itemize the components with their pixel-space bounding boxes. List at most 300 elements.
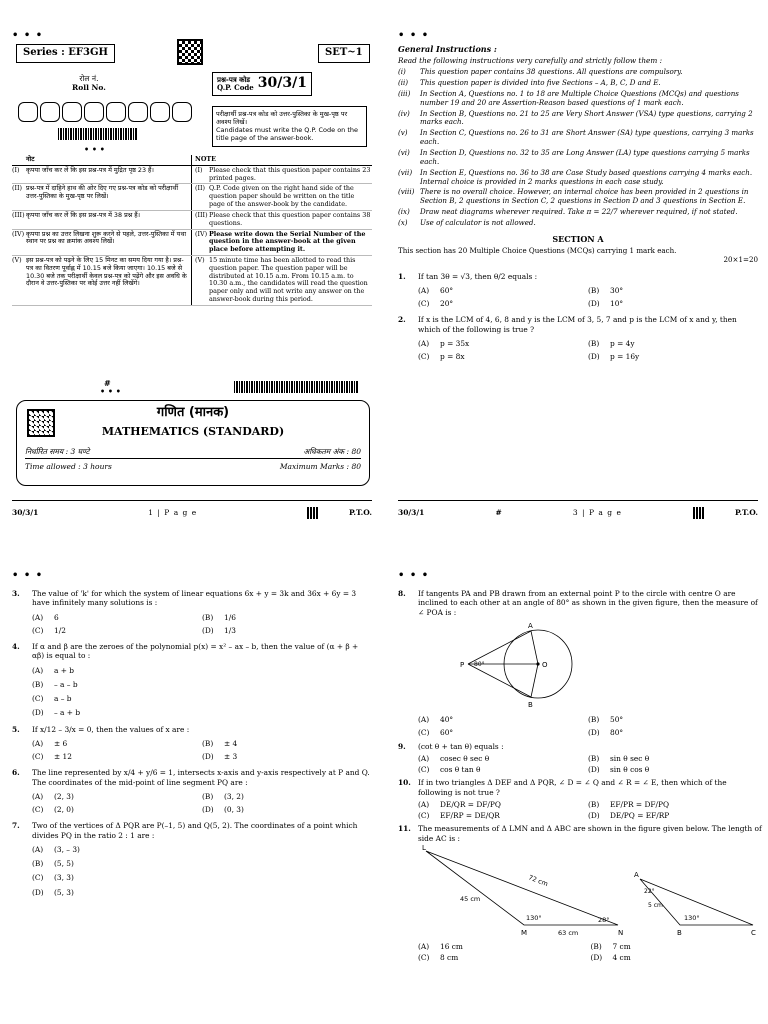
note-text-hindi: कृपया जाँच कर लें कि इस प्रश्न-पत्र में मुद्रित पृष्ठ 23 हैं। (26, 165, 154, 174)
option-letter: (A) (418, 338, 430, 348)
note-number-hindi: (II) (12, 184, 23, 193)
option-text: ± 3 (224, 752, 238, 761)
option-text: p = 16y (610, 352, 640, 362)
note-text-english: Please write down the Serial Number of the question in the answer-book at the given place before attempting it. (209, 229, 366, 254)
option-letter: (D) (588, 811, 600, 820)
label-angle: 80° (474, 660, 485, 668)
option-item[interactable] (32, 694, 372, 703)
section-intro (398, 247, 758, 265)
instruction-number: (iv) (398, 108, 410, 118)
section-intro-text: This section has 20 Multiple Choice Questions (MCQs) carrying 1 mark each. (398, 245, 677, 255)
option-text: – a + b (54, 708, 81, 718)
option-letter: (B) (588, 715, 600, 724)
note-row (12, 256, 372, 306)
instruction-item (398, 169, 758, 187)
note-heading-english: NOTE (195, 155, 217, 163)
qp-code-box (212, 72, 312, 96)
roll-box[interactable] (172, 102, 192, 122)
note-text-hindi: कृपया जाँच कर लें कि इस प्रश्न-पत्र में 38 प्रश्न हैं। (26, 210, 141, 219)
question-number: 3. (12, 589, 20, 598)
question-8 (398, 589, 758, 738)
option-text: (3, 3) (54, 873, 74, 883)
page-dots: • • • (398, 30, 430, 41)
option-item[interactable] (202, 752, 372, 761)
option-item[interactable] (418, 953, 591, 962)
label-angle-m: 130° (526, 913, 542, 922)
instruction-item (398, 90, 758, 108)
instruction-text: In Section D, Questions no. 32 to 35 are Long Answer (LA) type questions carrying 5 marks each. (420, 147, 750, 166)
label-p: P (460, 660, 465, 669)
page-footer (12, 500, 372, 519)
option-letter: (C) (32, 873, 44, 883)
question-text: If α and β are the zeroes of the polynomial p(x) = x² – ax – b, then the value of (α + β + αβ) is equal to : (32, 642, 359, 661)
note-number-hindi: (V) (12, 255, 22, 264)
instructions-intro: Read the following instructions very carefully and strictly follow them : (398, 56, 663, 65)
instruction-number: (vi) (398, 147, 410, 157)
instruction-item (398, 219, 758, 228)
option-item[interactable] (32, 739, 202, 748)
option-text: 4 cm (612, 953, 631, 963)
section-title: SECTION A (552, 233, 604, 244)
instruction-text: In Section A, Questions no. 1 to 18 are Multiple Choice Questions (MCQs) and questions number 19 and 20 are Assertion-Reason based questions of 1 mark each. (420, 88, 739, 107)
option-text: 16 cm (440, 942, 463, 951)
option-item[interactable] (32, 666, 372, 675)
note-text-hindi: इस प्रश्न-पत्र को पढ़ने के लिए 15 मिनट का समय दिया गया है। प्रश्न-पत्र का वितरण पूर्वाह्न में 10.15 बजे किया जाएगा। 10.15 बजे से 10.30 बजे तक परीक्षार्थी केवल प्रश्न-पत्र को पढ़ेंगे और इस अवधि के दौरान वे उत्तर-पुस्तिका पर कोई उत्तर नहीं लिखेंगे। (26, 255, 187, 288)
option-letter: (A) (418, 715, 430, 724)
question-3 (12, 589, 372, 635)
option-letter: (B) (588, 799, 600, 809)
option-letter: (D) (202, 625, 214, 635)
option-letter: (C) (418, 811, 430, 820)
option-text: cos θ tan θ (440, 765, 481, 774)
option-text: a + b (54, 665, 75, 675)
question-number: 11. (398, 824, 411, 834)
option-item[interactable] (32, 752, 202, 761)
label-m: M (521, 928, 528, 937)
note-row (12, 211, 372, 230)
radius-ob (531, 664, 538, 697)
option-text: p = 4y (610, 338, 635, 348)
option-letter: (D) (202, 805, 214, 814)
note-row (12, 184, 372, 210)
option-text: (5, 3) (54, 887, 74, 897)
option-letter: (B) (588, 753, 600, 763)
instruction-text: Draw neat diagrams wherever required. Take π = 22/7 wherever required, if not stated. (420, 207, 738, 217)
option-item[interactable] (418, 765, 588, 774)
label-ab: 5 cm (648, 901, 663, 909)
qp-code-label-hindi: प्रश्न-पत्र कोड (217, 74, 251, 84)
time-english: Time allowed : 3 hours (25, 462, 112, 472)
option-letter: (B) (588, 338, 600, 348)
section-marks: 20×1=20 (723, 254, 758, 264)
label-lm: 45 cm (460, 894, 481, 903)
question-9 (398, 742, 758, 775)
footer-pto: P.T.O. (735, 508, 758, 518)
page-footer (398, 500, 758, 519)
option-item[interactable] (418, 352, 588, 361)
note-row (12, 230, 372, 256)
triangle-lmn (426, 851, 618, 925)
question-number: 1. (398, 271, 406, 281)
question-number: 5. (12, 724, 20, 734)
option-letter: (D) (202, 752, 214, 761)
option-letter: (A) (418, 753, 430, 763)
instruction-item (398, 79, 758, 88)
subject-box (16, 400, 370, 486)
roll-label (72, 74, 106, 93)
option-letter: (B) (32, 679, 44, 689)
option-letter: (D) (590, 953, 603, 963)
option-item[interactable] (32, 805, 202, 814)
option-item[interactable] (32, 888, 372, 897)
label-a: A (528, 621, 533, 630)
page-1 (12, 30, 372, 518)
instruction-number: (iii) (398, 88, 411, 98)
option-text: 60° (440, 728, 454, 738)
option-letter: (C) (418, 352, 430, 362)
option-text: EF/RP = DE/QR (440, 811, 500, 820)
options-list (32, 739, 372, 762)
option-letter: (C) (418, 299, 430, 309)
option-item[interactable] (202, 613, 372, 622)
option-item[interactable] (32, 708, 372, 717)
option-item[interactable] (588, 299, 758, 308)
footer-code: 30/3/1 (12, 508, 39, 518)
option-text: (0, 3) (224, 805, 244, 814)
instruction-item (398, 68, 758, 77)
options-list (32, 845, 372, 897)
instruction-text: In Section E, Questions no. 36 to 38 are Case Study based questions carrying 4 marks each. Internal choice is provided in 2 marks questions in each case study. (420, 167, 753, 186)
option-text: sin θ sec θ (610, 753, 650, 763)
roll-box[interactable] (150, 102, 170, 122)
barcode-icon (58, 128, 138, 140)
option-letter: (A) (32, 738, 44, 748)
hash-mark: # (104, 378, 111, 388)
qp-code-label-english: Q.P. Code (217, 82, 254, 92)
option-item[interactable] (591, 953, 764, 962)
option-item[interactable] (591, 942, 764, 951)
question-number: 8. (398, 589, 406, 598)
question-text: If tan 3θ = √3, then θ/2 equals : (418, 271, 538, 281)
option-letter: (C) (418, 953, 430, 963)
question-number: 7. (12, 821, 20, 831)
note-number-hindi: (I) (12, 165, 20, 174)
note-number-english: (III) (195, 210, 208, 219)
label-l: L (422, 844, 426, 852)
option-item[interactable] (588, 754, 758, 763)
option-letter: (A) (32, 844, 44, 854)
option-text: 10° (610, 299, 624, 309)
qr-mini-icon (693, 507, 705, 519)
options-list (418, 339, 758, 362)
question-number: 10. (398, 778, 411, 788)
options-list (418, 800, 758, 821)
option-text: EF/PR = DF/PQ (610, 799, 670, 809)
instruction-text: In Section B, Questions no. 21 to 25 are Very Short Answer (VSA) type questions, carrying 2 marks each. (420, 108, 753, 127)
instruction-number: (x) (398, 218, 408, 227)
option-letter: (B) (202, 791, 214, 801)
instruction-item (398, 149, 758, 167)
question-number: 9. (398, 741, 406, 751)
question-6 (12, 768, 372, 814)
option-text: a – b (54, 694, 72, 703)
instruction-text: This question paper contains 38 questions. All questions are compulsory. (420, 67, 683, 77)
note-text-hindi: प्रश्न-पत्र में दाहिने हाथ की ओर दिए गए प्रश्न-पत्र कोड को परीक्षार्थी उत्तर-पुस्तिका के मुख-पृष्ठ पर लिखें। (26, 184, 179, 201)
instruction-number: (viii) (398, 187, 415, 197)
option-item[interactable] (32, 845, 372, 854)
option-letter: (C) (32, 694, 44, 703)
option-item[interactable] (418, 286, 588, 295)
note-text-hindi: कृपया प्रश्न का उत्तर लिखना शुरू करने से पहले, उत्तर-पुस्तिका में यथा स्थान पर प्रश्न का क्रमांक अवश्य लिखें। (26, 229, 187, 246)
option-letter: (C) (32, 625, 44, 635)
instruction-text: In Section C, Questions no. 26 to 31 are Short Answer (SA) type questions, carrying 3 marks each. (420, 128, 754, 147)
label-c: C (751, 928, 756, 937)
candidate-note-english: Candidates must write the Q.P. Code on the title page of the answer-book. (216, 126, 359, 143)
page-3 (398, 30, 758, 518)
option-text: (2, 0) (54, 805, 74, 814)
label-b: B (677, 928, 682, 937)
note-text-english: 15 minute time has been allotted to read this question paper. The question paper will be distributed at 10.15 a.m. From 10.15 a.m. to 10.30 a.m., the candidates will read the question paper only and will not write any answer on the answer-book during this period. (209, 255, 368, 303)
roll-box[interactable] (84, 102, 104, 122)
radius-oa (531, 631, 538, 664)
qr-code-icon (177, 39, 203, 65)
note-number-english: (IV) (195, 229, 208, 238)
footer-pto: P.T.O. (349, 508, 372, 518)
question-text: Two of the vertices of Δ PQR are P(–1, 5) and Q(5, 2). The coordinates of a point which divides PQ in the ratio 2 : 1 are : (32, 821, 358, 840)
instruction-number: (vii) (398, 167, 413, 177)
question-4 (12, 642, 372, 718)
dots-mark: • • • (100, 386, 121, 396)
option-text: (2, 3) (54, 791, 74, 801)
option-item[interactable] (32, 680, 372, 689)
option-item[interactable] (32, 792, 202, 801)
option-item[interactable] (588, 715, 758, 724)
barcode-icon (234, 381, 358, 393)
option-text: 1/2 (54, 625, 66, 635)
option-text: 1/6 (224, 612, 236, 622)
options-list (32, 613, 372, 636)
option-text: sin θ cos θ (610, 765, 650, 774)
option-text: (3, 2) (224, 791, 244, 801)
option-letter: (B) (32, 859, 44, 868)
label-angle-n: 28° (598, 915, 610, 924)
label-b: B (528, 700, 533, 708)
notes-table (12, 155, 372, 306)
option-text: 6 (54, 612, 59, 622)
label-mn: 63 cm (558, 928, 579, 937)
qp-code-value: 30/3/1 (257, 75, 307, 91)
page-4 (398, 570, 762, 1024)
option-item[interactable] (418, 299, 588, 308)
option-text: 80° (610, 728, 624, 738)
question-2 (398, 315, 758, 361)
question-number: 2. (398, 315, 406, 325)
option-letter: (C) (418, 765, 430, 774)
subject-english: MATHEMATICS (STANDARD) (101, 425, 285, 439)
tangent-pb (468, 664, 531, 697)
option-text: 20° (440, 299, 454, 309)
option-letter: (A) (418, 942, 430, 951)
marks-hindi: अधिकतम अंक : 80 (303, 447, 361, 456)
question-7 (12, 821, 372, 897)
question-number: 4. (12, 642, 20, 651)
label-n: N (618, 928, 624, 937)
option-text: p = 8x (440, 352, 465, 362)
option-text: 7 cm (612, 942, 631, 951)
option-text: 30° (610, 285, 624, 295)
option-item[interactable] (588, 286, 758, 295)
option-item[interactable] (418, 715, 588, 724)
option-item[interactable] (418, 811, 588, 820)
option-text: ± 4 (224, 738, 238, 748)
instructions-list (398, 68, 758, 228)
option-item[interactable] (588, 800, 758, 809)
option-item[interactable] (32, 626, 202, 635)
question-text: (cot θ + tan θ) equals : (418, 741, 504, 751)
roll-box[interactable] (106, 102, 126, 122)
question-text: If x is the LCM of 4, 6, 8 and y is the LCM of 3, 5, 7 and p is the LCM of x and y, then which of the following is true ? (418, 315, 737, 334)
option-letter: (D) (588, 352, 600, 362)
options-list (418, 754, 758, 775)
option-item[interactable] (588, 728, 758, 737)
tangent-pa (468, 631, 531, 664)
options-list (418, 942, 763, 963)
note-number-english: (II) (195, 184, 206, 193)
note-text-english: Q.P. Code given on the right hand side of the question paper should be written on the title page of the answer-book by the candidate. (209, 184, 355, 209)
label-angle-b: 130° (684, 913, 700, 922)
page-2 (12, 570, 372, 1024)
instruction-number: (ix) (398, 207, 410, 217)
option-item[interactable] (588, 352, 758, 361)
label-a: A (634, 870, 639, 879)
option-text: 50° (610, 715, 624, 724)
question-10 (398, 778, 758, 820)
roll-box[interactable] (62, 102, 82, 122)
note-row (12, 166, 372, 185)
option-item[interactable] (588, 765, 758, 774)
instruction-item (398, 110, 758, 128)
roll-number-boxes (18, 102, 192, 122)
option-item[interactable] (32, 859, 372, 868)
question-11 (398, 824, 762, 963)
option-item[interactable] (32, 613, 202, 622)
option-item[interactable] (32, 873, 372, 882)
instructions-title: General Instructions : (398, 44, 497, 54)
question-text: The measurements of Δ LMN and Δ ABC are shown in the figure given below. The length of side AC is : (418, 824, 762, 843)
note-heading-hindi: नोट (12, 155, 192, 165)
instruction-text: This question paper is divided into five Sections – A, B, C, D and E. (420, 77, 661, 87)
option-text: (5, 5) (54, 859, 74, 868)
option-letter: (D) (588, 765, 600, 774)
option-text: DE/QR = DF/PQ (440, 799, 501, 809)
question-1 (398, 272, 758, 309)
question-5 (12, 725, 372, 762)
option-item[interactable] (202, 792, 372, 801)
option-item[interactable] (202, 626, 372, 635)
option-text: 60° (440, 285, 454, 295)
candidate-note-hindi: परीक्षार्थी प्रश्न-पत्र कोड को उत्तर-पुस्तिका के मुख-पृष्ठ पर अवश्य लिखें। (216, 110, 348, 127)
instruction-text: Use of calculator is not allowed. (420, 218, 536, 227)
option-item[interactable] (588, 811, 758, 820)
option-item[interactable] (588, 339, 758, 348)
candidate-note (212, 106, 367, 147)
label-o: O (542, 660, 548, 669)
option-text: p = 35x (440, 338, 470, 348)
option-item[interactable] (202, 805, 372, 814)
note-text-english: Please check that this question paper contains 23 printed pages. (209, 165, 371, 182)
option-letter: (D) (588, 728, 600, 738)
instruction-item (398, 188, 758, 206)
option-letter: (B) (202, 612, 214, 622)
instruction-number: (v) (398, 128, 408, 138)
page-dots: • • • (398, 570, 430, 581)
roll-box[interactable] (128, 102, 148, 122)
option-text: DE/PQ = EF/RP (610, 811, 670, 820)
footer-page: 1 | P a g e (148, 508, 198, 518)
label-angle-a: 22° (644, 887, 655, 895)
page-dots: • • • (12, 30, 44, 41)
option-letter: (A) (32, 791, 44, 801)
subject-hindi: गणित (मानक) (156, 405, 230, 420)
marks-english: Maximum Marks : 80 (279, 462, 361, 472)
option-letter: (A) (418, 285, 430, 295)
option-text: cosec θ sec θ (440, 753, 490, 763)
option-item[interactable] (418, 339, 588, 348)
mid-dots: • • • (84, 144, 105, 154)
qr-code-icon (27, 409, 55, 437)
options-list (418, 286, 758, 309)
instruction-number: (i) (398, 67, 406, 77)
note-number-hindi: (III) (12, 210, 25, 219)
option-letter: (C) (32, 805, 44, 814)
set-box: SET~1 (318, 44, 370, 63)
option-letter: (D) (32, 887, 44, 897)
note-number-english: (I) (195, 165, 203, 174)
option-letter: (A) (418, 799, 430, 809)
footer-page: 3 | P a g e (572, 508, 622, 518)
option-text: – a – b (54, 679, 78, 689)
footer-code: 30/3/1 (398, 508, 425, 518)
question-text: The line represented by x/4 + y/6 = 1, intersects x-axis and y-axis respectively at P and Q. The coordinates of the mid-point of line segment PQ are : (32, 768, 370, 787)
options-list (32, 792, 372, 815)
option-letter: (B) (588, 285, 600, 295)
instruction-number: (ii) (398, 77, 409, 87)
instruction-text: There is no overall choice. However, an internal choice has been provided in 2 questions in Section B, 2 questions in Section C, 2 questions in Section D and 3 questions in Section E. (420, 187, 749, 206)
tangent-circle-figure (438, 620, 588, 708)
option-item[interactable] (418, 754, 588, 763)
roll-box[interactable] (40, 102, 60, 122)
option-item[interactable] (418, 800, 588, 809)
option-text: (3, – 3) (54, 844, 80, 854)
note-text-english: Please check that this question paper contains 38 questions. (209, 210, 371, 227)
centre-dot (536, 662, 539, 665)
option-text: 8 cm (440, 953, 459, 963)
roll-label-english: Roll No. (72, 83, 106, 93)
option-letter: (D) (588, 299, 600, 309)
option-text: 1/3 (224, 625, 236, 635)
question-text: The value of 'k' for which the system of linear equations 6x + y = 3k and 36x + 6y = 3 have infinitely many solutions is : (32, 589, 357, 608)
roll-box[interactable] (18, 102, 38, 122)
option-item[interactable] (418, 942, 591, 951)
label-ln: 72 cm (527, 873, 550, 888)
note-number-hindi: (IV) (12, 229, 25, 238)
qr-mini-icon (307, 507, 319, 519)
option-item[interactable] (202, 739, 372, 748)
option-letter: (D) (32, 708, 44, 718)
similar-triangles-figure (418, 845, 763, 937)
option-item[interactable] (418, 728, 588, 737)
option-text: ± 6 (54, 738, 68, 748)
